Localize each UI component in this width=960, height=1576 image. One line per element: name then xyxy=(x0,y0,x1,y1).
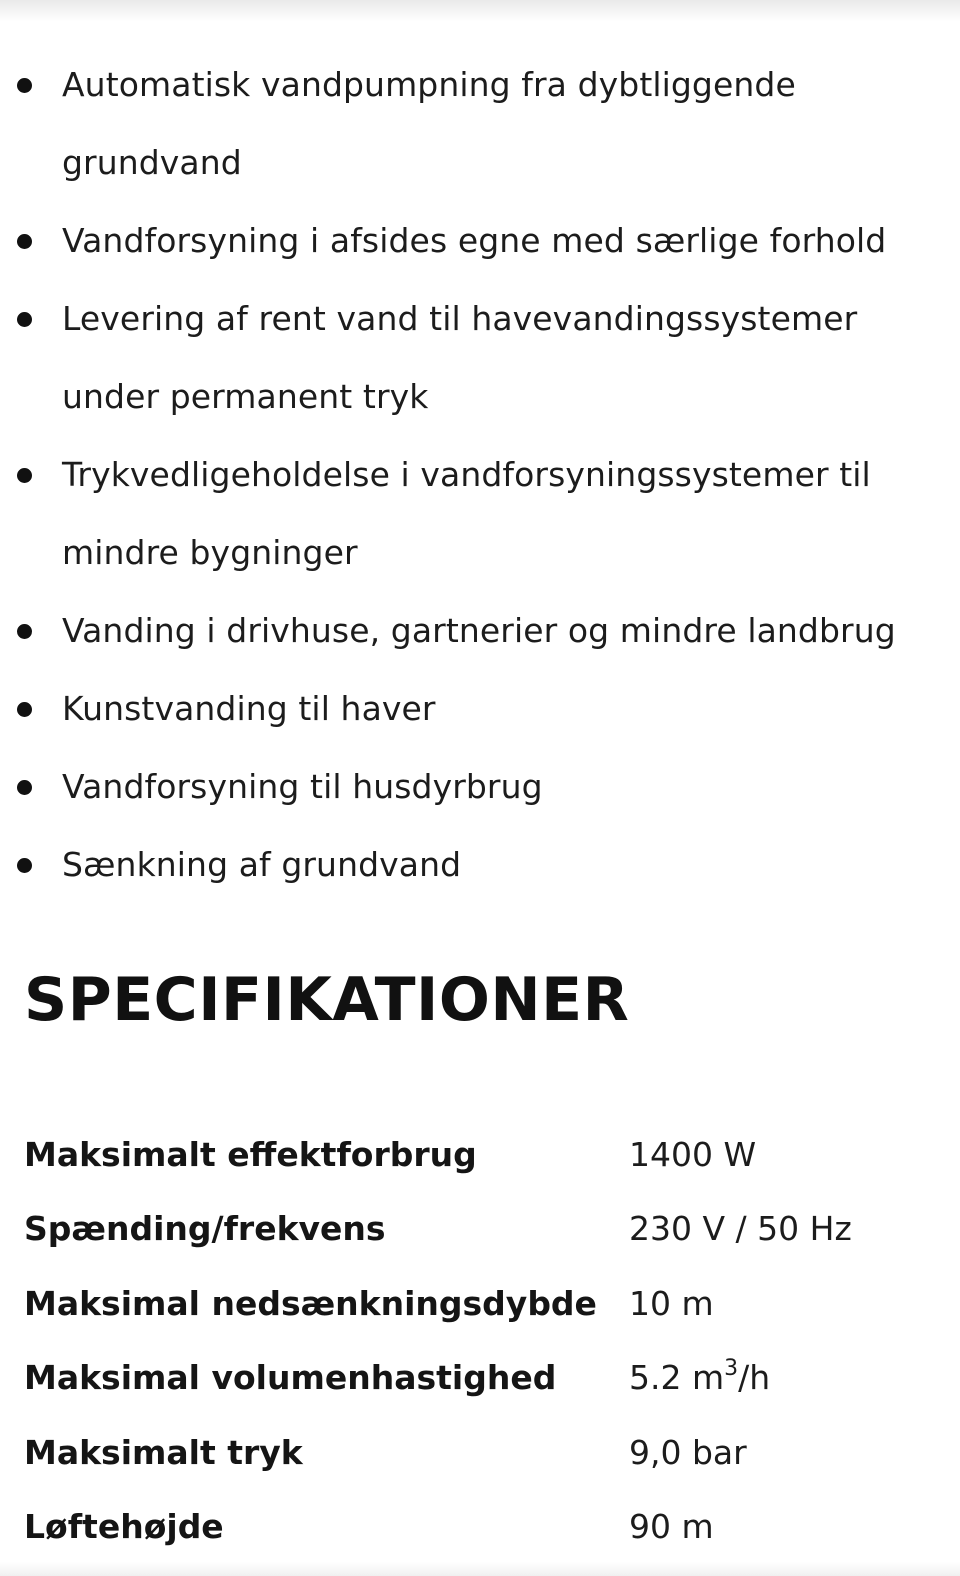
spec-label: Maksimalt tryk xyxy=(24,1432,303,1472)
list-item-text: Vanding i drivhuse, gartnerier og mindre landbrug xyxy=(62,611,896,650)
list-item xyxy=(0,748,960,826)
applications-list xyxy=(0,46,960,904)
bullet-icon xyxy=(17,78,32,93)
spec-value: 1400 W xyxy=(629,1134,757,1174)
list-item xyxy=(0,46,960,202)
bullet-icon xyxy=(17,312,32,327)
bullet-icon xyxy=(17,468,32,483)
spec-value-base: 5.2 m xyxy=(629,1358,725,1398)
spec-label: Maksimal nedsænkningsdybde xyxy=(24,1283,597,1323)
spec-value: 9,0 bar xyxy=(629,1432,747,1472)
list-item xyxy=(0,280,960,436)
bullet-icon xyxy=(17,624,32,639)
bullet-icon xyxy=(17,702,32,717)
table-row xyxy=(24,1490,852,1565)
table-row xyxy=(24,1117,852,1192)
spec-label: Løftehøjde xyxy=(24,1507,224,1547)
table-row xyxy=(24,1415,852,1490)
spec-value: 10 m xyxy=(629,1283,714,1323)
list-item-text: Vandforsyning til husdyrbrug xyxy=(62,767,543,806)
list-item xyxy=(0,202,960,280)
bullet-icon xyxy=(17,780,32,795)
list-item-text: Automatisk vandpumpning fra dybtliggende grundvand xyxy=(62,65,796,182)
list-item-text: Levering af rent vand til havevandingssystemer under permanent tryk xyxy=(62,299,858,416)
table-row xyxy=(24,1341,852,1416)
spec-value xyxy=(629,1341,852,1416)
spec-label: Maksimalt effektforbrug xyxy=(24,1134,477,1174)
spec-value: 90 m xyxy=(629,1507,714,1547)
list-item-text: Sænkning af grundvand xyxy=(62,845,462,884)
spec-value: 230 V / 50 Hz xyxy=(629,1209,852,1249)
table-row xyxy=(24,1192,852,1267)
spec-value-unit: /h xyxy=(738,1358,771,1398)
bullet-icon xyxy=(17,858,32,873)
list-item xyxy=(0,826,960,904)
table-row xyxy=(24,1266,852,1341)
bullet-icon xyxy=(17,234,32,249)
top-edge-shade xyxy=(0,0,960,22)
specifications-table xyxy=(24,1117,852,1564)
list-item-text: Kunstvanding til haver xyxy=(62,689,436,728)
spec-label: Maksimal volumenhastighed xyxy=(24,1358,557,1398)
bottom-edge-shade xyxy=(0,1562,960,1576)
spec-label: Spænding/frekvens xyxy=(24,1209,386,1249)
list-item xyxy=(0,592,960,670)
spec-value-exponent: 3 xyxy=(724,1356,739,1382)
list-item-text: Vandforsyning i afsides egne med særlige forhold xyxy=(62,221,887,260)
list-item xyxy=(0,436,960,592)
list-item xyxy=(0,670,960,748)
specifications-heading: SPECIFIKATIONER xyxy=(24,965,630,1035)
list-item-text: Trykvedligeholdelse i vandforsyningssystemer til mindre bygninger xyxy=(62,455,871,572)
